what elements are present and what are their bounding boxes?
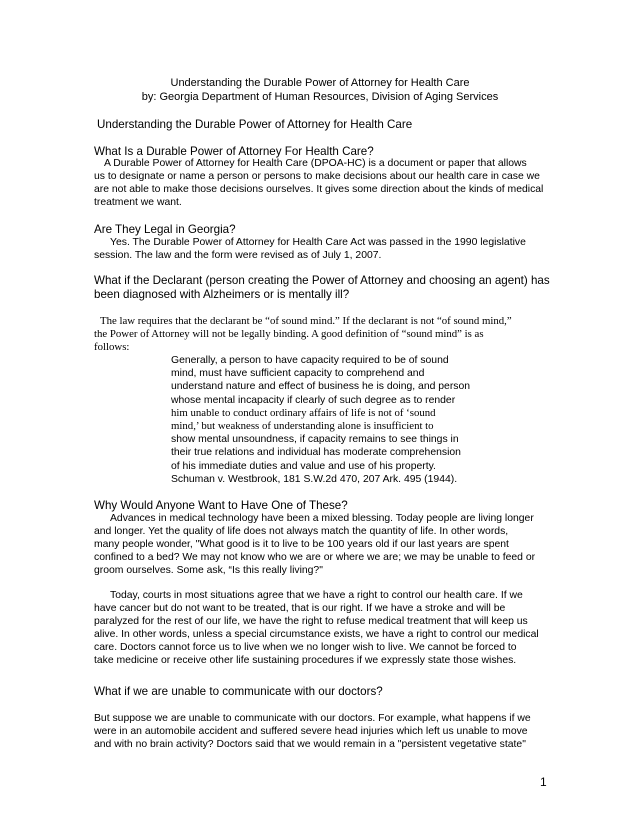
quote-citation: Schuman v. Westbrook, 181 S.W.2d 470, 207 Ark. 495 (1944).	[171, 473, 458, 485]
text-line: take medicine or receive other life sustaining procedures if we expressly state those wishes.	[94, 655, 517, 667]
text-line: are not able to make those decisions ourselves. It gives some direction about the kinds of medical	[94, 184, 544, 196]
quote-line: whose mental incapacity if clearly of such degree as to render	[171, 394, 456, 406]
text-line: us to designate or name a person or persons to make decisions about our health care in case we	[94, 171, 540, 183]
text-line: Yes. The Durable Power of Attorney for Health Care Act was passed in the 1990 legislative	[110, 237, 526, 248]
text-line: treatment we want.	[94, 197, 182, 209]
quote-line: show mental unsoundness, if capacity remains to see things in	[171, 434, 459, 446]
heading-line: been diagnosed with Alzheimers or is mentally ill?	[94, 288, 350, 301]
quote-line: understand nature and effect of business he is doing, and person	[171, 381, 471, 393]
section-heading-what-is: What Is a Durable Power of Attorney For Health Care?	[94, 145, 374, 158]
text-line: and with no brain activity? Doctors said that we would remain in a "persistent vegetative state"	[94, 739, 526, 751]
text-line: care. Doctors cannot force us to live when we no longer wish to live. We cannot be forced to	[94, 642, 517, 654]
document-title: Understanding the Durable Power of Attorney for Health Care	[170, 77, 470, 89]
text-line: many people wonder, "What good is it to live to be 100 years old if our last years are spent	[94, 539, 509, 551]
section-body-legal	[94, 236, 564, 262]
section-body-why-2	[94, 589, 564, 668]
section-heading-unable: What if we are unable to communicate with our doctors?	[94, 685, 383, 698]
section-body-declarant	[94, 315, 564, 355]
text-line: Today, courts in most situations agree that we have a right to control our health care. If we	[110, 590, 523, 601]
text-line: and longer. Yet the quality of life does not always match the quantity of life. In other words,	[94, 526, 509, 538]
text-line: follows:	[94, 341, 130, 354]
document-byline: by: Georgia Department of Human Resources, Division of Aging Services	[141, 91, 499, 103]
page-number: 1	[540, 775, 547, 789]
text-line: paralyzed for the rest of our life, we have the right to refuse medical treatment that will keep us	[94, 616, 528, 628]
section-body-what-is	[94, 157, 564, 209]
quote-line: mind, must have sufficient capacity to comprehend and	[171, 368, 425, 380]
page-subtitle: Understanding the Durable Power of Attorney for Health Care	[97, 118, 413, 131]
section-body-why	[94, 512, 564, 577]
text-line: the Power of Attorney will not be legally binding. A good definition of “sound mind” is as	[94, 328, 484, 341]
quote-line: him unable to conduct ordinary affairs of life is not of ‘sound	[171, 406, 436, 419]
quote-line: of his immediate duties and value and use of his property.	[171, 460, 436, 472]
legal-quote	[171, 354, 491, 486]
text-line: confined to a bed? We may not know who we are or where we are; we may be unable to feed or	[94, 552, 536, 564]
section-body-unable	[94, 712, 564, 751]
heading-line: What if the Declarant (person creating the Power of Attorney and choosing an agent) has	[94, 274, 550, 287]
text-line: session. The law and the form were revised as of July 1, 2007.	[94, 250, 382, 262]
quote-line: Generally, a person to have capacity required to be of sound	[171, 355, 449, 366]
text-line: have cancer but do not want to be treated, that is our right. If we have a stroke and will be	[94, 603, 506, 615]
quote-line: mind,’ but weakness of understanding alone is insufficient to	[171, 420, 434, 433]
section-heading-declarant	[94, 274, 550, 302]
text-line: groom ourselves. Some ask, “Is this really living?"	[94, 565, 323, 577]
section-heading-legal: Are They Legal in Georgia?	[94, 223, 236, 236]
quote-line: their true relations and individual has moderate comprehension	[171, 447, 461, 459]
text-line: The law requires that the declarant be “of sound mind.” If the declarant is not “of sound mind,”	[100, 315, 512, 327]
section-heading-why: Why Would Anyone Want to Have One of These?	[94, 499, 348, 512]
text-line: A Durable Power of Attorney for Health Care (DPOA-HC) is a document or paper that allows	[104, 158, 527, 169]
text-line: But suppose we are unable to communicate with our doctors. For example, what happens if we	[94, 713, 531, 724]
text-line: were in an automobile accident and suffered severe head injuries which left us unable to move	[94, 726, 528, 738]
text-line: alive. In other words, unless a special circumstance exists, we have a right to control our medical	[94, 629, 539, 641]
text-line: Advances in medical technology have been a mixed blessing. Today people are living longer	[110, 513, 534, 524]
